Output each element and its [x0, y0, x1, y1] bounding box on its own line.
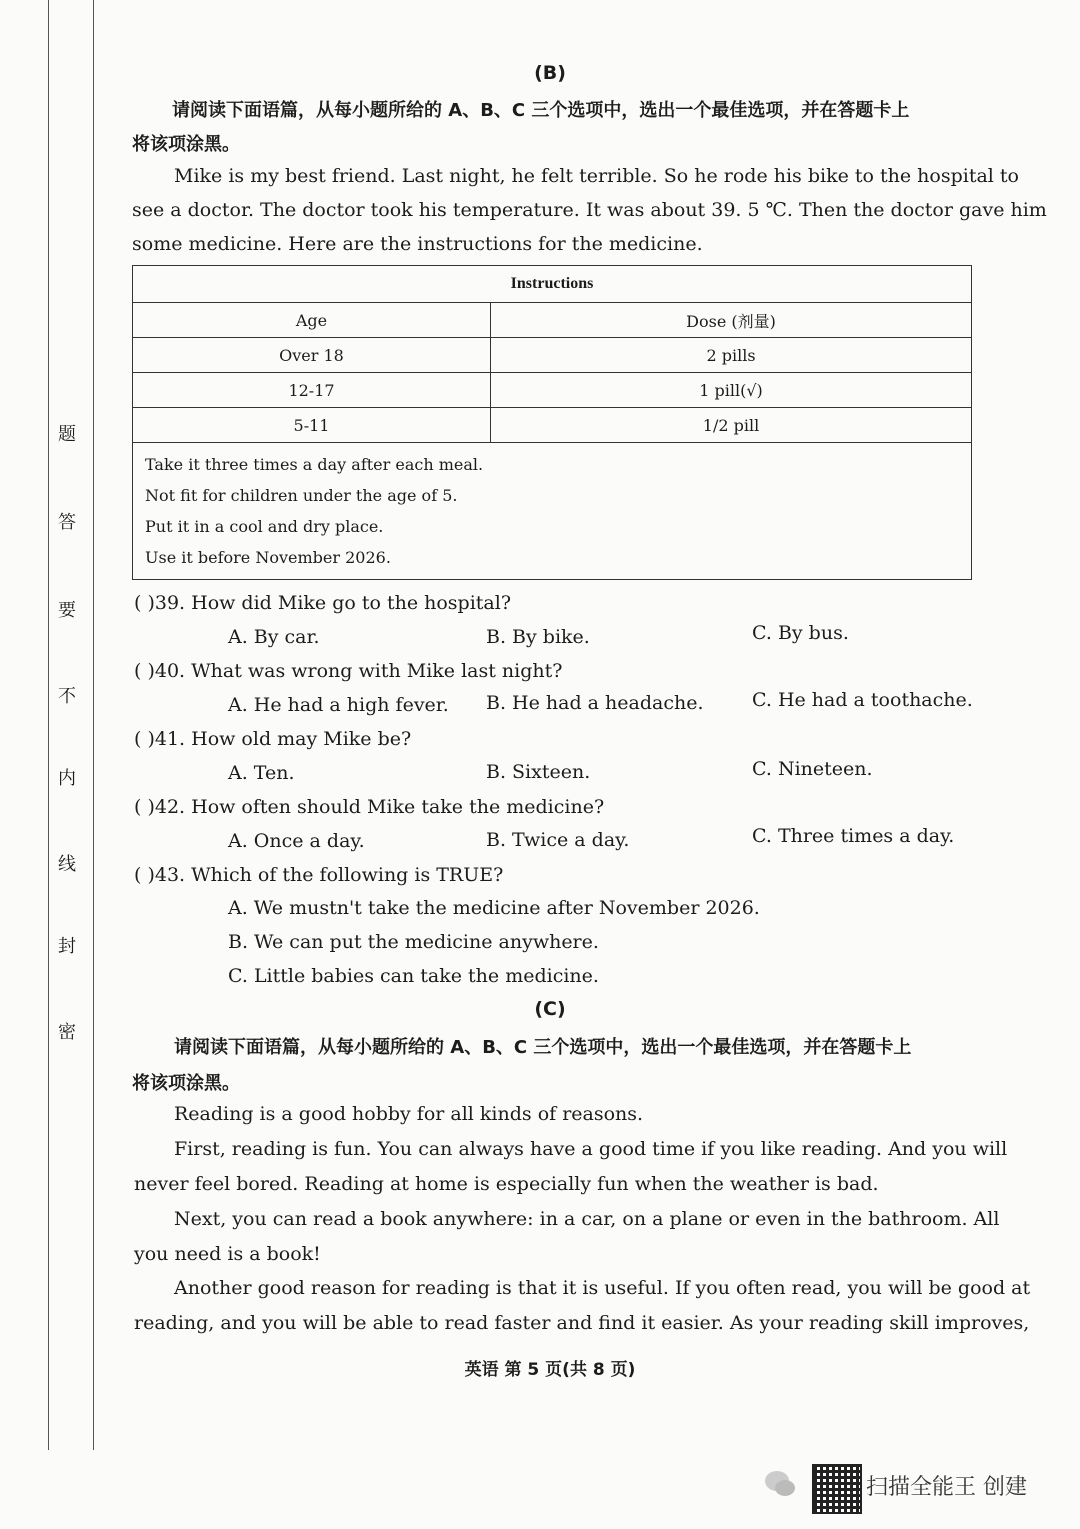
question-40: ( )40. What was wrong with Mike last night? — [134, 660, 563, 682]
binding-line-right — [93, 0, 94, 1450]
question-39: ( )39. How did Mike go to the hospital? — [134, 592, 512, 614]
table-row — [133, 338, 972, 373]
margin-char: 密 — [58, 1022, 76, 1043]
section-b-label: (B) — [534, 62, 566, 84]
passage-line: see a doctor. The doctor took his temperature. It was about 39. 5 ℃. Then the doctor gave him — [132, 199, 1047, 221]
table-header-age: Age — [133, 303, 491, 338]
option-b: B. Sixteen. — [486, 761, 591, 783]
option-c: C. Nineteen. — [752, 758, 873, 780]
note-line: Use it before November 2026. — [145, 548, 391, 567]
option-b: B. By bike. — [486, 626, 590, 648]
option-b: B. We can put the medicine anywhere. — [228, 931, 599, 953]
dose-cell: 1/2 pill — [491, 408, 972, 443]
margin-char: 封 — [58, 936, 76, 957]
margin-char: 线 — [58, 854, 76, 875]
question-41: ( )41. How old may Mike be? — [134, 728, 412, 750]
page-footer: 英语 第 5 页(共 8 页) — [464, 1360, 636, 1380]
age-cell: Over 18 — [133, 338, 491, 373]
table-header-dose: Dose (剂量) — [491, 303, 972, 338]
passage-line: never feel bored. Reading at home is especially fun when the weather is bad. — [134, 1173, 879, 1195]
table-title: Instructions — [133, 266, 972, 303]
option-b: B. He had a headache. — [486, 692, 704, 714]
dose-cell: 1 pill(√) — [491, 373, 972, 408]
margin-char: 答 — [58, 512, 76, 533]
option-c: C. Three times a day. — [752, 825, 955, 847]
section-c-label: (C) — [534, 998, 566, 1020]
scanner-watermark: 扫描全能王 创建 — [866, 1475, 1027, 1500]
section-b-instruction: 请阅读下面语篇，从每小题所给的 A、B、C 三个选项中，选出一个最佳选项，并在答题卡上 — [172, 100, 910, 121]
option-c: C. By bus. — [752, 622, 849, 644]
passage-line: some medicine. Here are the instructions for the medicine. — [132, 233, 703, 255]
passage-line: Next, you can read a book anywhere: in a car, on a plane or even in the bathroom. All — [174, 1208, 1000, 1230]
margin-char: 要 — [58, 600, 76, 621]
question-42: ( )42. How often should Mike take the medicine? — [134, 796, 605, 818]
age-cell: 5-11 — [133, 408, 491, 443]
dose-cell: 2 pills — [491, 338, 972, 373]
section-c-instruction: 请阅读下面语篇，从每小题所给的 A、B、C 三个选项中，选出一个最佳选项，并在答题卡上 — [174, 1037, 912, 1058]
wechat-icon — [762, 1466, 798, 1502]
margin-char: 题 — [58, 424, 76, 445]
instructions-table — [132, 265, 972, 580]
note-line: Take it three times a day after each meal. — [145, 455, 484, 474]
option-a: A. Once a day. — [228, 830, 365, 852]
table-notes — [133, 443, 972, 580]
option-a: A. We mustn't take the medicine after November 2026. — [228, 897, 760, 919]
option-a: A. By car. — [228, 626, 320, 648]
age-cell: 12-17 — [133, 373, 491, 408]
table-row — [133, 373, 972, 408]
passage-line: Mike is my best friend. Last night, he felt terrible. So he rode his bike to the hospital to — [174, 165, 1019, 187]
option-c: C. Little babies can take the medicine. — [228, 965, 599, 987]
margin-char: 内 — [58, 768, 76, 789]
passage-line: Another good reason for reading is that it is useful. If you often read, you will be good at — [174, 1277, 1031, 1299]
passage-line: reading, and you will be able to read faster and find it easier. As your reading skill improves, — [134, 1312, 1030, 1334]
table-row — [133, 408, 972, 443]
option-c: C. He had a toothache. — [752, 689, 973, 711]
option-b: B. Twice a day. — [486, 829, 630, 851]
qr-code-icon — [812, 1464, 862, 1514]
option-a: A. He had a high fever. — [228, 694, 449, 716]
option-a: A. Ten. — [228, 762, 295, 784]
note-line: Put it in a cool and dry place. — [145, 517, 384, 536]
passage-line: you need is a book! — [134, 1243, 321, 1265]
margin-char: 不 — [58, 686, 76, 707]
binding-line-left — [48, 0, 49, 1450]
question-43: ( )43. Which of the following is TRUE? — [134, 864, 504, 886]
section-b-instruction-cont: 将该项涂黑。 — [132, 134, 240, 155]
section-c-instruction-cont: 将该项涂黑。 — [132, 1073, 240, 1094]
passage-line: First, reading is fun. You can always have a good time if you like reading. And you will — [174, 1138, 1008, 1160]
passage-line: Reading is a good hobby for all kinds of reasons. — [174, 1103, 644, 1125]
note-line: Not fit for children under the age of 5. — [145, 486, 458, 505]
